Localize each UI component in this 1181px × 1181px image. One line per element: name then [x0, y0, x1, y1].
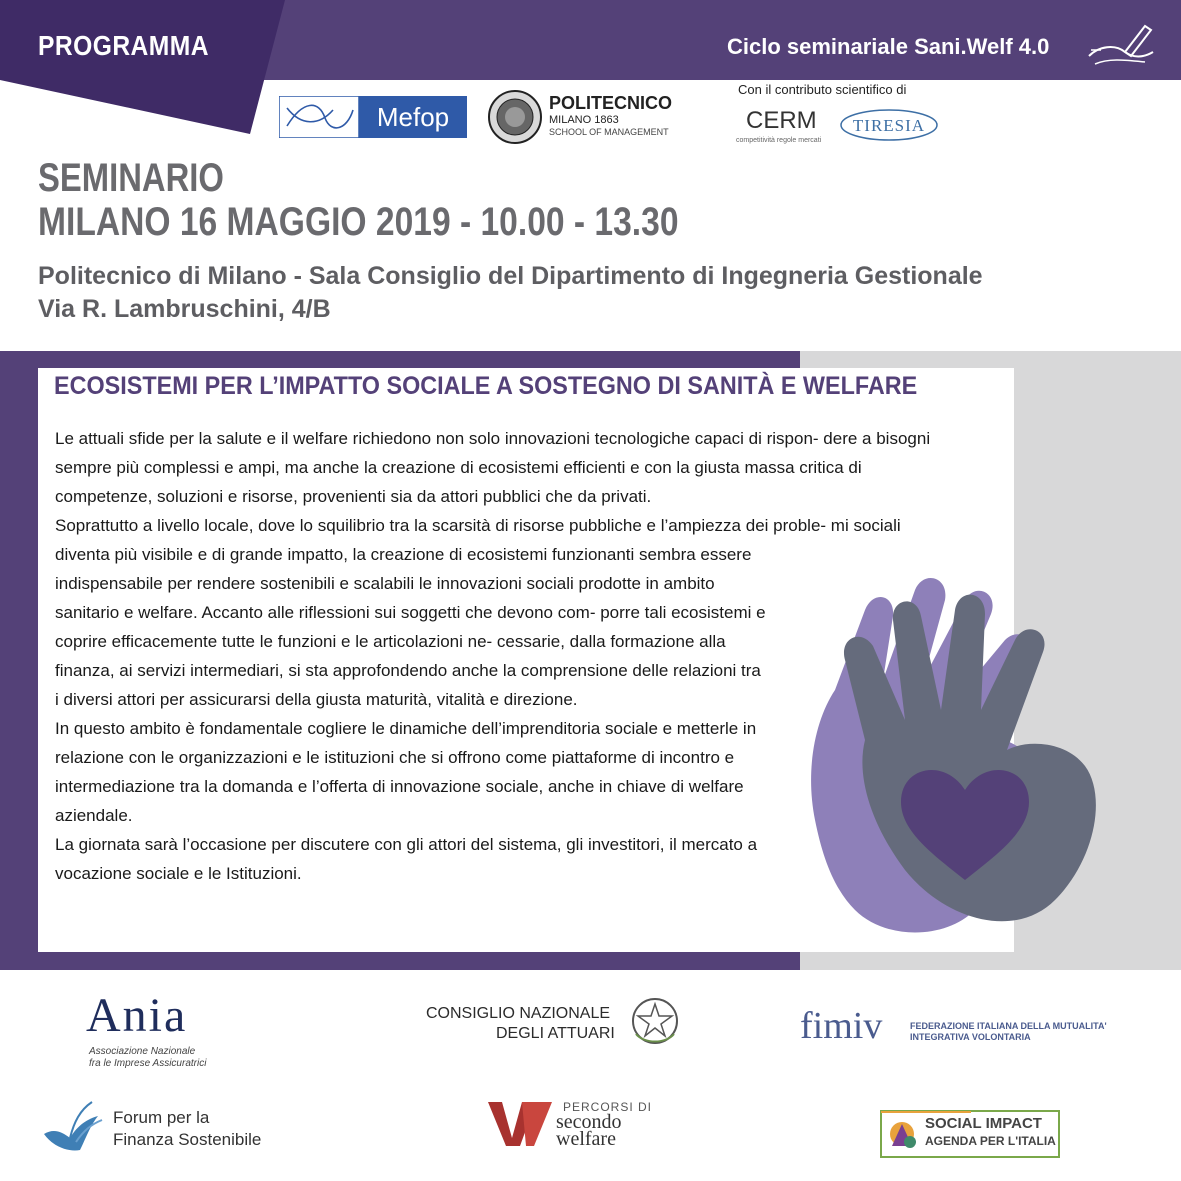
- forum-line-1: Forum per la: [113, 1108, 210, 1127]
- cerm-logo: [736, 100, 826, 144]
- body-paragraph-bottom: [55, 569, 767, 888]
- header-corner-shape: [0, 0, 285, 134]
- forum-line-2: Finanza Sostenibile: [113, 1130, 262, 1149]
- social-impact-line-1: SOCIAL IMPACT: [925, 1115, 1042, 1132]
- pen-signature-icon: [1085, 16, 1157, 72]
- polimi-line3: SCHOOL OF MANAGEMENT: [549, 127, 669, 137]
- sw-line-2: secondo: [556, 1111, 622, 1133]
- venue-line-1: Politecnico di Milano - Sala Consiglio del Dipartimento di Ingegneria Gestionale: [38, 262, 983, 290]
- ania-subtitle-2: fra le Imprese Assicuratrici: [89, 1058, 207, 1069]
- paragraph-sfide: Le attuali sfide per la salute e il welfare richiedono non solo innovazioni tecnologiche capaci di rispon- dere a bisogni sempre più complessi e ampi, ma anche la creazione di ecosistemi efficienti e con la giusta massa critica di competenze, soluzioni e risorse, provenienti sia da attori pubblici che da privati.: [55, 429, 931, 506]
- section-heading: ECOSISTEMI PER L’IMPATTO SOCIALE A SOSTEGNO DI SANITÀ E WELFARE: [54, 372, 918, 400]
- sw-line-3: welfare: [556, 1128, 616, 1150]
- mefop-logo: [279, 96, 467, 138]
- polimi-logo: [487, 89, 687, 145]
- ciclo-title: Ciclo seminariale Sani.Welf 4.0: [727, 34, 1050, 59]
- italian-emblem-icon: [630, 996, 680, 1046]
- fimiv-subtitle-1: FEDERAZIONE ITALIANA DELLA MUTUALITA': [910, 1021, 1107, 1031]
- hands-heart-icon: [795, 570, 1125, 940]
- ania-subtitle-1: Associazione Nazionale: [89, 1046, 196, 1057]
- paragraph-ambito: In questo ambito è fondamentale cogliere le dinamiche dell’imprenditoria sociale e metterle in relazione con le organizzazioni e le istituzioni che si offrono come piattaforme di incontro e intermediazione tra la domanda e l’offerta di innovazione sociale, anche in chiave di welfare aziendale.: [55, 719, 757, 825]
- social-impact-line-2: AGENDA PER L'ITALIA: [925, 1134, 1056, 1148]
- polimi-line2: MILANO 1863: [549, 114, 619, 126]
- polimi-line1: POLITECNICO: [549, 93, 673, 113]
- paragraph-indispensabile: indispensabile per rendere sostenibili e scalabili le innovazioni sociali prodotte in ambito sanitario e welfare. Accanto alle riflessioni sui soggetti che devono com- porre tali ecosistemi e coprire efficacemente tutte le funzioni e le articolazioni ne- cessarie, dalla formazione alla finanza, ai servizi intermediari, si sta approfondendo anche la comprensione delle relazioni tra i diversi attori per assicurarsi della giusta maturità, vitalità e direzione.: [55, 574, 766, 709]
- cna-line-2: DEGLI ATTUARI: [496, 1025, 615, 1042]
- body-paragraph-top: [55, 424, 955, 569]
- paragraph-giornata: La giornata sarà l’occasione per discutere con gli attori del sistema, gli investitori, il mercato a vocazione sociale e le Istituzioni.: [55, 835, 758, 883]
- forum-bird-icon: [40, 1098, 104, 1156]
- mefop-text: Mefop: [376, 102, 450, 132]
- event-date: MILANO 16 MAGGIO 2019 - 10.00 - 13.30: [38, 200, 679, 244]
- cna-line-1: CONSIGLIO NAZIONALE: [426, 1005, 611, 1022]
- programma-label: PROGRAMMA: [38, 30, 209, 61]
- fimiv-subtitle-2: INTEGRATIVA VOLONTARIA: [910, 1032, 1031, 1042]
- cerm-tagline: competitività regole mercati: [736, 137, 822, 144]
- contributo-label: Con il contributo scientifico di: [738, 82, 907, 97]
- venue-line-2: Via R. Lambruschini, 4/B: [38, 295, 331, 323]
- fimiv-logo: fimiv: [800, 1005, 883, 1047]
- tiresia-logo: [838, 104, 940, 144]
- sw-line-1: PERCORSI DI: [563, 1100, 653, 1114]
- tiresia-text: TIRESIA: [852, 116, 926, 135]
- paragraph-soprattutto: Soprattutto a livello locale, dove lo squilibrio tra la scarsità di risorse pubbliche e l’ampiezza dei proble- mi sociali diventa più visibile e di grande impatto, la creazione di ecosistemi funzionanti sembra essere: [55, 516, 901, 564]
- ania-logo: Ania: [86, 989, 188, 1042]
- seminario-title: SEMINARIO: [38, 156, 224, 200]
- secondo-welfare-mark-icon: [486, 1098, 556, 1148]
- cerm-text: CERM: [746, 107, 817, 134]
